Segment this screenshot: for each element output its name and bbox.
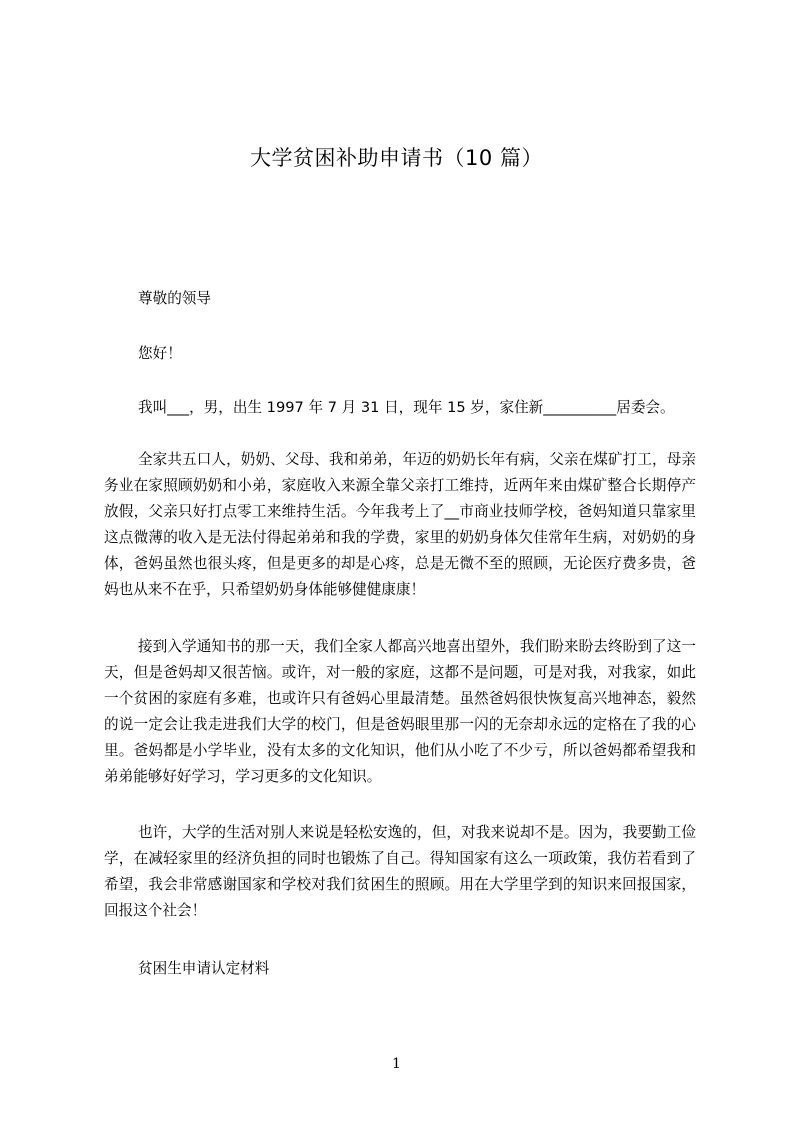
paragraph-family: 全家共五口人，奶奶、父母、我和弟弟，年迈的奶奶长年有病，父亲在煤矿打工，母亲务业在家照顾奶奶和小弟，家庭收入来源全靠父亲打工维持，近两年来由煤矿整合长期停产放假，父亲只好打点零工来维持生活。今年我考上了__市商业技师学校，爸妈知道只靠家里这点微薄的收入是无法付得起弟弟和我的学费，家里的奶奶身体欠佳常年生病，对奶奶的身体，爸妈虽然也很头疼，但是更多的却是心疼，总是无微不至的照顾，无论医疗费多贵，爸妈也从来不在乎，只希望奶奶身体能够健健康康！ [104,451,696,598]
intro-line: 我叫___，男，出生 1997 年 7 月 31 日，现年 15 岁，家住新__________居委会。 [138,399,675,416]
paragraph-college-life: 也许，大学的生活对别人来说是轻松安逸的，但，对我来说却不是。因为，我要勤工俭学，在减轻家里的经济负担的同时也锻炼了自己。得知国家有这么一项政策，我仿若看到了希望，我会非常感谢国家和学校对我们贫困生的照顾。用在大学里学到的知识来回报国家，回报这个社会！ [104,824,696,919]
section-heading: 贫困生申请认定材料 [138,960,270,977]
page-number: 1 [392,1056,401,1072]
greeting: 您好！ [138,345,182,362]
paragraph-admission: 接到入学通知书的那一天，我们全家人都高兴地喜出望外，我们盼来盼去终盼到了这一天，但是爸妈却又很苦恼。或许，对一般的家庭，这都不是问题，可是对我，对我家，如此一个贫困的家庭有多难，也或许只有爸妈心里最清楚。虽然爸妈很快恢复高兴地神态，毅然的说一定会让我走进我们大学的校门，但是爸妈眼里那一闪的无奈却永远的定格在了我的心里。爸妈都是小学毕业，没有太多的文化知识，他们从小吃了不少亏，所以爸妈都希望我和弟弟能够好好学习，学习更多的文化知识。 [104,638,696,785]
salutation: 尊敬的领导 [138,290,211,307]
document-title: 大学贫困补助申请书（10 篇） [250,146,543,170]
